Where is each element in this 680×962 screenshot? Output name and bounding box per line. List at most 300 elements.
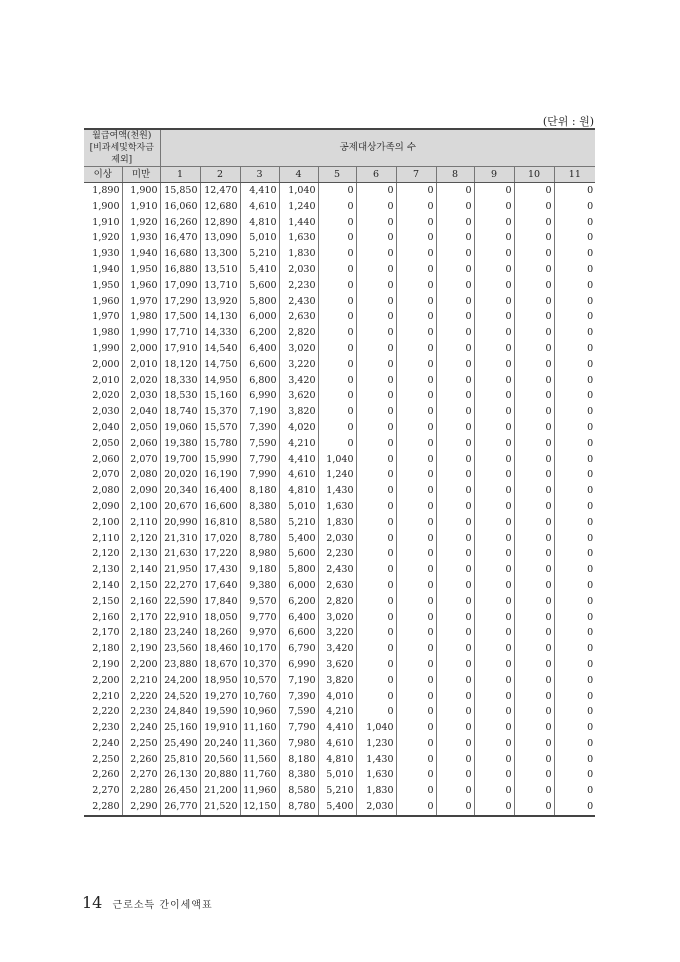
cell-tax-amount: 1,430 [356,752,396,768]
cell-tax-amount: 0 [474,625,514,641]
cell-tax-amount: 0 [514,373,554,389]
cell-tax-amount: 2,230 [318,546,356,562]
cell-tax-amount: 0 [396,199,436,215]
cell-upper-bound: 2,220 [122,689,160,705]
table-row [84,373,595,389]
cell-tax-amount: 0 [554,752,595,768]
cell-tax-amount: 2,430 [279,294,318,310]
cell-tax-amount: 23,240 [160,625,200,641]
cell-tax-amount: 0 [318,278,356,294]
cell-tax-amount: 19,590 [200,704,240,720]
table-row [84,752,595,768]
cell-tax-amount: 0 [554,767,595,783]
cell-tax-amount: 0 [474,720,514,736]
cell-lower-bound: 1,990 [92,342,120,354]
cell-tax-amount: 0 [474,673,514,689]
cell-tax-amount: 0 [396,515,436,531]
cell-tax-amount: 0 [514,309,554,325]
cell-tax-amount: 15,990 [200,452,240,468]
cell-tax-amount: 26,770 [160,799,200,816]
cell-tax-amount: 5,410 [240,262,279,278]
cell-tax-amount: 0 [396,325,436,341]
cell-upper-bound: 2,200 [122,657,160,673]
cell-tax-amount: 0 [356,215,396,231]
cell-tax-amount: 0 [474,783,514,799]
table-row [84,215,595,231]
cell-lower-bound: 2,240 [92,737,120,749]
cell-tax-amount: 1,630 [318,499,356,515]
cell-tax-amount: 0 [554,720,595,736]
cell-lower-bound: 2,050 [92,437,120,449]
cell-tax-amount: 0 [396,657,436,673]
cell-tax-amount: 0 [554,309,595,325]
cell-tax-amount: 0 [474,531,514,547]
cell-upper-bound: 2,170 [122,610,160,626]
cell-tax-amount: 0 [318,262,356,278]
cell-tax-amount: 0 [554,357,595,373]
table-row [84,278,595,294]
cell-lower-bound: 2,110 [92,532,120,544]
cell-upper-bound: 1,930 [122,230,160,246]
cell-tax-amount: 0 [474,309,514,325]
cell-upper-bound: 2,070 [122,452,160,468]
cell-tax-amount: 15,850 [160,183,200,199]
cell-tax-amount: 18,050 [200,610,240,626]
header-family-col: 11 [554,167,595,183]
cell-tax-amount: 0 [554,578,595,594]
cell-tax-amount: 7,390 [240,420,279,436]
cell-tax-amount: 0 [514,483,554,499]
cell-tax-amount: 0 [554,562,595,578]
header-row-group [84,129,595,167]
cell-tax-amount: 12,150 [240,799,279,816]
table-body [84,183,595,816]
cell-lower-bound: 2,140 [92,579,120,591]
header-family-col: 9 [474,167,514,183]
cell-tax-amount: 23,880 [160,657,200,673]
table-row [84,246,595,262]
table-row [84,610,595,626]
cell-tax-amount: 0 [474,199,514,215]
cell-tax-amount: 5,210 [240,246,279,262]
cell-tax-amount: 12,890 [200,215,240,231]
cell-tax-amount: 5,210 [279,515,318,531]
cell-tax-amount: 4,210 [318,704,356,720]
table-row [84,625,595,641]
cell-tax-amount: 20,340 [160,483,200,499]
cell-tax-amount: 0 [436,388,474,404]
cell-tax-amount: 0 [554,641,595,657]
cell-tax-amount: 0 [474,499,514,515]
cell-tax-amount: 20,670 [160,499,200,515]
cell-tax-amount: 1,230 [356,736,396,752]
cell-tax-amount: 3,220 [318,625,356,641]
cell-tax-amount: 0 [396,341,436,357]
cell-upper-bound: 2,000 [122,341,160,357]
cell-tax-amount: 7,790 [240,452,279,468]
cell-tax-amount: 0 [514,515,554,531]
cell-tax-amount: 0 [514,357,554,373]
cell-tax-amount: 6,600 [240,357,279,373]
cell-tax-amount: 11,560 [240,752,279,768]
cell-tax-amount: 0 [554,373,595,389]
table-row [84,499,595,515]
cell-tax-amount: 21,520 [200,799,240,816]
cell-tax-amount: 18,460 [200,641,240,657]
cell-lower-bound: 2,190 [92,658,120,670]
cell-tax-amount: 16,600 [200,499,240,515]
cell-tax-amount: 10,570 [240,673,279,689]
cell-tax-amount: 1,830 [279,246,318,262]
cell-tax-amount: 20,020 [160,467,200,483]
cell-lower-bound: 1,930 [92,248,120,260]
table-row [84,404,595,420]
cell-tax-amount: 0 [356,436,396,452]
cell-tax-amount: 2,630 [318,578,356,594]
cell-upper-bound: 2,100 [122,499,160,515]
cell-tax-amount: 26,450 [160,783,200,799]
cell-tax-amount: 0 [436,499,474,515]
cell-tax-amount: 19,700 [160,452,200,468]
cell-tax-amount: 16,400 [200,483,240,499]
cell-lower-bound: 1,960 [92,295,120,307]
cell-tax-amount: 1,830 [318,515,356,531]
cell-tax-amount: 6,990 [279,657,318,673]
cell-tax-amount: 8,980 [240,546,279,562]
cell-tax-amount: 0 [474,546,514,562]
cell-tax-amount: 0 [554,610,595,626]
cell-tax-amount: 0 [356,262,396,278]
cell-tax-amount: 0 [514,294,554,310]
cell-tax-amount: 0 [474,515,514,531]
cell-tax-amount: 0 [396,546,436,562]
cell-upper-bound: 2,230 [122,704,160,720]
table-row [84,546,595,562]
cell-tax-amount: 0 [514,594,554,610]
cell-tax-amount: 21,200 [200,783,240,799]
cell-tax-amount: 17,640 [200,578,240,594]
cell-tax-amount: 0 [318,294,356,310]
cell-tax-amount: 0 [436,657,474,673]
cell-tax-amount: 8,580 [240,515,279,531]
cell-tax-amount: 0 [514,783,554,799]
cell-tax-amount: 0 [396,388,436,404]
cell-tax-amount: 0 [356,610,396,626]
cell-tax-amount: 5,400 [318,799,356,816]
cell-lower-bound: 2,220 [92,706,120,718]
cell-tax-amount: 1,830 [356,783,396,799]
cell-tax-amount: 0 [396,673,436,689]
cell-tax-amount: 4,020 [279,420,318,436]
cell-tax-amount: 4,610 [240,199,279,215]
cell-tax-amount: 16,680 [160,246,200,262]
cell-tax-amount: 18,330 [160,373,200,389]
cell-tax-amount: 0 [554,689,595,705]
cell-tax-amount: 0 [356,404,396,420]
cell-tax-amount: 9,180 [240,562,279,578]
cell-tax-amount: 5,010 [240,230,279,246]
cell-tax-amount: 13,920 [200,294,240,310]
cell-tax-amount: 14,750 [200,357,240,373]
cell-tax-amount: 0 [514,610,554,626]
cell-lower-bound: 2,160 [92,611,120,623]
cell-tax-amount: 0 [514,388,554,404]
cell-tax-amount: 0 [436,246,474,262]
cell-tax-amount: 0 [554,594,595,610]
cell-tax-amount: 0 [554,294,595,310]
cell-tax-amount: 7,190 [240,404,279,420]
cell-tax-amount: 0 [436,262,474,278]
cell-tax-amount: 7,980 [279,736,318,752]
document-title: 근로소득 간이세액표 [112,900,213,911]
cell-tax-amount: 0 [356,357,396,373]
cell-tax-amount: 0 [514,641,554,657]
cell-tax-amount: 0 [396,230,436,246]
cell-tax-amount: 0 [318,183,356,199]
cell-tax-amount: 0 [356,230,396,246]
table-row [84,452,595,468]
cell-tax-amount: 14,330 [200,325,240,341]
cell-tax-amount: 0 [396,467,436,483]
table-row [84,309,595,325]
cell-upper-bound: 2,010 [122,357,160,373]
header-family-col: 4 [279,167,318,183]
cell-tax-amount: 8,180 [240,483,279,499]
cell-tax-amount: 0 [436,625,474,641]
cell-upper-bound: 2,150 [122,578,160,594]
cell-upper-bound: 2,110 [122,515,160,531]
cell-tax-amount: 1,430 [318,483,356,499]
cell-tax-amount: 6,000 [240,309,279,325]
cell-tax-amount: 6,000 [279,578,318,594]
cell-tax-amount: 0 [356,467,396,483]
cell-tax-amount: 19,910 [200,720,240,736]
cell-tax-amount: 0 [436,578,474,594]
cell-tax-amount: 19,380 [160,436,200,452]
cell-tax-amount: 0 [436,531,474,547]
cell-tax-amount: 25,160 [160,720,200,736]
unit-label: (단위 : 원) [542,115,594,128]
cell-lower-bound: 1,920 [92,232,120,244]
cell-upper-bound: 2,280 [122,783,160,799]
cell-tax-amount: 0 [356,199,396,215]
cell-tax-amount: 0 [514,341,554,357]
cell-tax-amount: 0 [436,404,474,420]
cell-tax-amount: 14,540 [200,341,240,357]
cell-upper-bound: 2,210 [122,673,160,689]
cell-tax-amount: 0 [554,673,595,689]
cell-tax-amount: 21,310 [160,531,200,547]
cell-tax-amount: 5,010 [279,499,318,515]
cell-tax-amount: 0 [436,309,474,325]
cell-tax-amount: 1,440 [279,215,318,231]
table-row [84,594,595,610]
cell-lower-bound: 2,280 [84,799,122,816]
cell-lower-bound: 1,890 [92,185,120,196]
cell-tax-amount: 16,810 [200,515,240,531]
cell-lower-bound: 2,000 [92,358,120,370]
cell-tax-amount: 22,910 [160,610,200,626]
cell-tax-amount: 0 [474,767,514,783]
cell-tax-amount: 0 [554,325,595,341]
cell-tax-amount: 9,380 [240,578,279,594]
table-row [84,736,595,752]
cell-tax-amount: 2,030 [318,531,356,547]
cell-tax-amount: 5,800 [279,562,318,578]
table-row [84,325,595,341]
cell-tax-amount: 0 [554,736,595,752]
cell-tax-amount: 6,400 [279,610,318,626]
table-row [84,531,595,547]
cell-lower-bound: 2,230 [92,722,120,734]
cell-tax-amount: 0 [396,578,436,594]
cell-tax-amount: 25,810 [160,752,200,768]
cell-tax-amount: 0 [396,404,436,420]
cell-tax-amount: 0 [356,294,396,310]
cell-lower-bound: 1,900 [92,200,120,212]
cell-tax-amount: 0 [356,183,396,199]
cell-tax-amount: 15,570 [200,420,240,436]
cell-upper-bound: 2,020 [122,373,160,389]
cell-lower-bound: 2,150 [92,595,120,607]
cell-tax-amount: 0 [436,594,474,610]
cell-tax-amount: 0 [474,436,514,452]
cell-upper-bound: 1,980 [122,309,160,325]
cell-tax-amount: 20,560 [200,752,240,768]
cell-tax-amount: 0 [514,183,554,199]
cell-tax-amount: 0 [436,767,474,783]
cell-tax-amount: 5,800 [240,294,279,310]
cell-upper-bound: 2,160 [122,594,160,610]
table-row [84,704,595,720]
cell-tax-amount: 7,990 [240,467,279,483]
cell-tax-amount: 14,130 [200,309,240,325]
cell-tax-amount: 0 [436,341,474,357]
cell-tax-amount: 0 [396,183,436,199]
cell-tax-amount: 16,060 [160,199,200,215]
table-row [84,199,595,215]
cell-tax-amount: 3,420 [279,373,318,389]
cell-upper-bound: 2,270 [122,767,160,783]
cell-tax-amount: 0 [356,309,396,325]
cell-tax-amount: 0 [514,215,554,231]
tax-table [84,128,595,817]
cell-tax-amount: 0 [436,673,474,689]
cell-tax-amount: 0 [474,294,514,310]
cell-tax-amount: 0 [514,562,554,578]
cell-tax-amount: 0 [436,357,474,373]
cell-lower-bound: 2,030 [92,406,120,418]
cell-tax-amount: 0 [436,436,474,452]
cell-lower-bound: 2,210 [92,690,120,702]
cell-tax-amount: 17,710 [160,325,200,341]
page-footer [82,893,213,912]
cell-tax-amount: 0 [318,309,356,325]
cell-tax-amount: 0 [474,704,514,720]
cell-tax-amount: 0 [554,799,595,816]
cell-tax-amount: 18,120 [160,357,200,373]
table-row [84,641,595,657]
cell-tax-amount: 0 [396,452,436,468]
cell-tax-amount: 0 [356,641,396,657]
cell-tax-amount: 0 [318,246,356,262]
cell-tax-amount: 0 [474,230,514,246]
header-family-col: 10 [514,167,554,183]
cell-tax-amount: 6,200 [240,325,279,341]
cell-tax-amount: 15,160 [200,388,240,404]
cell-tax-amount: 0 [474,420,514,436]
cell-tax-amount: 10,960 [240,704,279,720]
cell-tax-amount: 0 [436,610,474,626]
cell-tax-amount: 4,810 [240,215,279,231]
cell-upper-bound: 2,080 [122,467,160,483]
cell-tax-amount: 0 [474,373,514,389]
cell-tax-amount: 0 [554,404,595,420]
cell-tax-amount: 18,260 [200,625,240,641]
cell-tax-amount: 0 [436,515,474,531]
cell-lower-bound: 2,200 [92,674,120,686]
cell-tax-amount: 0 [356,499,396,515]
cell-tax-amount: 0 [396,436,436,452]
cell-tax-amount: 0 [554,199,595,215]
cell-tax-amount: 0 [554,515,595,531]
cell-tax-amount: 0 [514,767,554,783]
cell-tax-amount: 15,780 [200,436,240,452]
cell-tax-amount: 18,740 [160,404,200,420]
cell-tax-amount: 0 [396,373,436,389]
cell-tax-amount: 0 [554,183,595,199]
cell-tax-amount: 22,590 [160,594,200,610]
cell-tax-amount: 0 [436,215,474,231]
cell-tax-amount: 17,020 [200,531,240,547]
cell-tax-amount: 0 [514,720,554,736]
cell-tax-amount: 18,530 [160,388,200,404]
cell-tax-amount: 0 [436,720,474,736]
cell-tax-amount: 0 [514,752,554,768]
cell-tax-amount: 5,600 [240,278,279,294]
cell-tax-amount: 0 [514,531,554,547]
table-row [84,799,595,816]
cell-tax-amount: 0 [436,467,474,483]
cell-tax-amount: 0 [396,689,436,705]
cell-tax-amount: 3,420 [318,641,356,657]
cell-tax-amount: 1,240 [279,199,318,215]
cell-upper-bound: 1,950 [122,262,160,278]
cell-tax-amount: 0 [474,736,514,752]
cell-tax-amount: 8,180 [279,752,318,768]
cell-upper-bound: 1,940 [122,246,160,262]
cell-tax-amount: 19,270 [200,689,240,705]
cell-tax-amount: 1,040 [318,452,356,468]
cell-tax-amount: 0 [356,704,396,720]
header-upper-bound: 미만 [122,167,160,183]
cell-tax-amount: 0 [514,278,554,294]
cell-tax-amount: 0 [474,641,514,657]
cell-tax-amount: 1,040 [356,720,396,736]
cell-tax-amount: 2,030 [279,262,318,278]
cell-tax-amount: 0 [356,546,396,562]
cell-tax-amount: 0 [474,325,514,341]
cell-tax-amount: 0 [554,783,595,799]
cell-tax-amount: 0 [318,325,356,341]
cell-tax-amount: 21,630 [160,546,200,562]
cell-tax-amount: 0 [514,499,554,515]
cell-tax-amount: 0 [474,610,514,626]
cell-tax-amount: 0 [396,799,436,816]
cell-tax-amount: 0 [318,230,356,246]
cell-tax-amount: 0 [554,452,595,468]
cell-tax-amount: 0 [514,546,554,562]
